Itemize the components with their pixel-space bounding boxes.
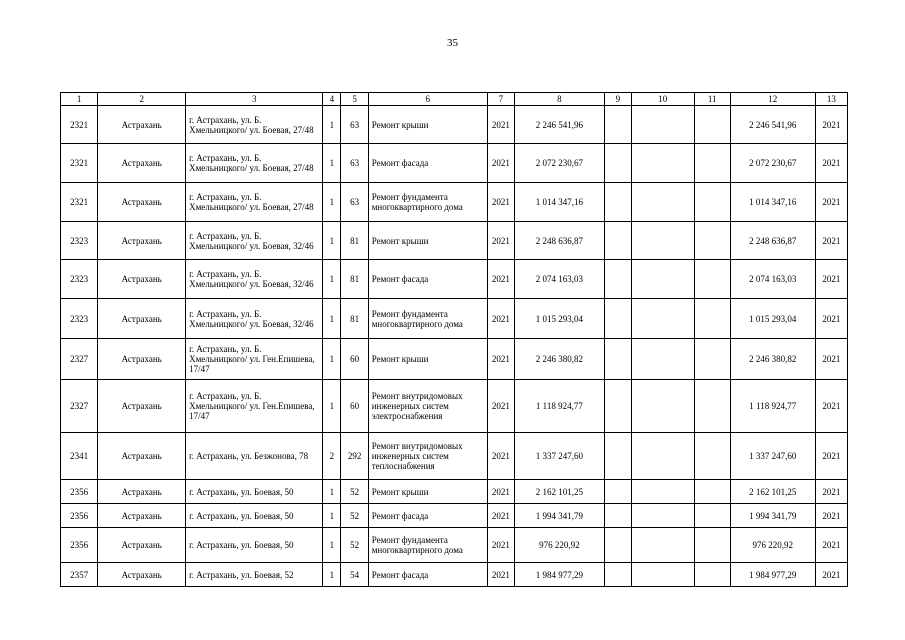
cell-col-3: г. Астрахань, ул. Б. Хмельницкого/ ул. Боевая, 27/48: [186, 144, 323, 183]
cell-col-7: 2021: [487, 380, 514, 433]
cell-col-6: Ремонт крыши: [368, 480, 487, 504]
cell-col-4: 1: [323, 528, 341, 563]
cell-col-2: Астрахань: [98, 504, 186, 528]
cell-col-1: 2327: [61, 380, 98, 433]
cell-col-2: Астрахань: [98, 106, 186, 144]
cell-col-9: [604, 504, 631, 528]
cell-col-12: 2 072 230,67: [730, 144, 815, 183]
cell-col-11: [694, 260, 730, 299]
cell-col-10: [632, 504, 695, 528]
cell-col-8: 1 014 347,16: [514, 183, 604, 222]
cell-col-9: [604, 222, 631, 260]
cell-col-8: 2 246 380,82: [514, 339, 604, 380]
cell-col-4: 1: [323, 563, 341, 587]
cell-col-12: 1 015 293,04: [730, 299, 815, 339]
cell-col-9: [604, 380, 631, 433]
cell-col-2: Астрахань: [98, 222, 186, 260]
cell-col-9: [604, 480, 631, 504]
cell-col-6: Ремонт фасада: [368, 563, 487, 587]
cell-col-12: 1 014 347,16: [730, 183, 815, 222]
cell-col-1: 2357: [61, 563, 98, 587]
column-header-10: 10: [632, 93, 695, 106]
table-row: [61, 380, 848, 433]
table-row: [61, 563, 848, 587]
column-header-9: 9: [604, 93, 631, 106]
cell-col-10: [632, 222, 695, 260]
cell-col-4: 1: [323, 299, 341, 339]
cell-col-9: [604, 106, 631, 144]
cell-col-2: Астрахань: [98, 380, 186, 433]
cell-col-8: 2 162 101,25: [514, 480, 604, 504]
cell-col-6: Ремонт фундамента многоквартирного дома: [368, 528, 487, 563]
cell-col-5: 81: [341, 222, 368, 260]
cell-col-5: 63: [341, 144, 368, 183]
table-row: [61, 106, 848, 144]
cell-col-11: [694, 339, 730, 380]
column-header-6: 6: [368, 93, 487, 106]
cell-col-13: 2021: [815, 563, 847, 587]
cell-col-8: 2 074 163,03: [514, 260, 604, 299]
cell-col-3: г. Астрахань, ул. Боевая, 50: [186, 504, 323, 528]
cell-col-12: 2 248 636,87: [730, 222, 815, 260]
cell-col-7: 2021: [487, 433, 514, 480]
cell-col-5: 54: [341, 563, 368, 587]
cell-col-11: [694, 433, 730, 480]
cell-col-9: [604, 563, 631, 587]
cell-col-10: [632, 144, 695, 183]
cell-col-10: [632, 480, 695, 504]
cell-col-12: 2 246 380,82: [730, 339, 815, 380]
cell-col-5: 60: [341, 380, 368, 433]
cell-col-7: 2021: [487, 480, 514, 504]
cell-col-7: 2021: [487, 339, 514, 380]
cell-col-5: 52: [341, 528, 368, 563]
cell-col-10: [632, 380, 695, 433]
cell-col-11: [694, 106, 730, 144]
table-row: [61, 504, 848, 528]
cell-col-9: [604, 299, 631, 339]
cell-col-8: 1 994 341,79: [514, 504, 604, 528]
table-row: [61, 528, 848, 563]
cell-col-5: 81: [341, 299, 368, 339]
cell-col-11: [694, 528, 730, 563]
cell-col-10: [632, 106, 695, 144]
cell-col-12: 1 994 341,79: [730, 504, 815, 528]
cell-col-8: 2 246 541,96: [514, 106, 604, 144]
cell-col-1: 2323: [61, 299, 98, 339]
cell-col-2: Астрахань: [98, 339, 186, 380]
cell-col-5: 52: [341, 504, 368, 528]
cell-col-8: 2 248 636,87: [514, 222, 604, 260]
column-header-13: 13: [815, 93, 847, 106]
cell-col-5: 63: [341, 183, 368, 222]
cell-col-4: 1: [323, 144, 341, 183]
cell-col-5: 81: [341, 260, 368, 299]
cell-col-9: [604, 339, 631, 380]
cell-col-3: г. Астрахань, ул. Боевая, 52: [186, 563, 323, 587]
cell-col-1: 2341: [61, 433, 98, 480]
cell-col-6: Ремонт фундамента многоквартирного дома: [368, 299, 487, 339]
cell-col-9: [604, 528, 631, 563]
cell-col-13: 2021: [815, 504, 847, 528]
cell-col-3: г. Астрахань, ул. Б. Хмельницкого/ ул. Боевая, 32/46: [186, 222, 323, 260]
cell-col-13: 2021: [815, 144, 847, 183]
cell-col-13: 2021: [815, 183, 847, 222]
cell-col-8: 1 337 247,60: [514, 433, 604, 480]
cell-col-3: г. Астрахань, ул. Безжонова, 78: [186, 433, 323, 480]
table-row: [61, 433, 848, 480]
cell-col-12: 1 118 924,77: [730, 380, 815, 433]
cell-col-4: 1: [323, 106, 341, 144]
cell-col-2: Астрахань: [98, 183, 186, 222]
cell-col-13: 2021: [815, 299, 847, 339]
cell-col-9: [604, 260, 631, 299]
cell-col-12: 2 162 101,25: [730, 480, 815, 504]
column-header-2: 2: [98, 93, 186, 106]
header-row: [61, 93, 848, 106]
cell-col-7: 2021: [487, 528, 514, 563]
column-header-3: 3: [186, 93, 323, 106]
cell-col-7: 2021: [487, 144, 514, 183]
cell-col-3: г. Астрахань, ул. Б. Хмельницкого/ ул. Боевая, 27/48: [186, 183, 323, 222]
cell-col-6: Ремонт крыши: [368, 222, 487, 260]
cell-col-6: Ремонт внутридомовых инженерных систем теплоснабжения: [368, 433, 487, 480]
cell-col-7: 2021: [487, 504, 514, 528]
cell-col-3: г. Астрахань, ул. Б. Хмельницкого/ ул. Боевая, 32/46: [186, 260, 323, 299]
cell-col-12: 2 246 541,96: [730, 106, 815, 144]
cell-col-10: [632, 183, 695, 222]
cell-col-6: Ремонт фасада: [368, 144, 487, 183]
cell-col-6: Ремонт крыши: [368, 339, 487, 380]
cell-col-10: [632, 528, 695, 563]
table-row: [61, 222, 848, 260]
cell-col-4: 1: [323, 339, 341, 380]
cell-col-11: [694, 504, 730, 528]
cell-col-11: [694, 299, 730, 339]
cell-col-11: [694, 183, 730, 222]
cell-col-13: 2021: [815, 106, 847, 144]
cell-col-13: 2021: [815, 433, 847, 480]
cell-col-2: Астрахань: [98, 433, 186, 480]
cell-col-7: 2021: [487, 106, 514, 144]
cell-col-1: 2323: [61, 260, 98, 299]
cell-col-1: 2321: [61, 106, 98, 144]
cell-col-3: г. Астрахань, ул. Б. Хмельницкого/ ул. Боевая, 27/48: [186, 106, 323, 144]
cell-col-7: 2021: [487, 183, 514, 222]
cell-col-13: 2021: [815, 380, 847, 433]
cell-col-8: 1 015 293,04: [514, 299, 604, 339]
cell-col-11: [694, 563, 730, 587]
column-header-5: 5: [341, 93, 368, 106]
cell-col-4: 1: [323, 260, 341, 299]
cell-col-2: Астрахань: [98, 563, 186, 587]
table-row: [61, 183, 848, 222]
cell-col-3: г. Астрахань, ул. Б. Хмельницкого/ ул. Ген.Епишева, 17/47: [186, 339, 323, 380]
cell-col-2: Астрахань: [98, 144, 186, 183]
table-row: [61, 299, 848, 339]
cell-col-8: 1 118 924,77: [514, 380, 604, 433]
cell-col-5: 52: [341, 480, 368, 504]
cell-col-12: 2 074 163,03: [730, 260, 815, 299]
cell-col-13: 2021: [815, 528, 847, 563]
cell-col-11: [694, 380, 730, 433]
cell-col-6: Ремонт фасада: [368, 504, 487, 528]
cell-col-12: 976 220,92: [730, 528, 815, 563]
cell-col-10: [632, 260, 695, 299]
cell-col-9: [604, 183, 631, 222]
cell-col-4: 1: [323, 183, 341, 222]
cell-col-9: [604, 144, 631, 183]
table-row: [61, 144, 848, 183]
cell-col-3: г. Астрахань, ул. Боевая, 50: [186, 528, 323, 563]
column-header-1: 1: [61, 93, 98, 106]
cell-col-3: г. Астрахань, ул. Боевая, 50: [186, 480, 323, 504]
cell-col-8: 976 220,92: [514, 528, 604, 563]
cell-col-1: 2321: [61, 183, 98, 222]
column-header-11: 11: [694, 93, 730, 106]
cell-col-4: 1: [323, 504, 341, 528]
column-header-8: 8: [514, 93, 604, 106]
column-header-12: 12: [730, 93, 815, 106]
cell-col-7: 2021: [487, 222, 514, 260]
cell-col-1: 2356: [61, 480, 98, 504]
column-header-7: 7: [487, 93, 514, 106]
cell-col-10: [632, 339, 695, 380]
cell-col-10: [632, 299, 695, 339]
cell-col-13: 2021: [815, 480, 847, 504]
cell-col-3: г. Астрахань, ул. Б. Хмельницкого/ ул. Ген.Епишева, 17/47: [186, 380, 323, 433]
cell-col-12: 1 337 247,60: [730, 433, 815, 480]
cell-col-7: 2021: [487, 260, 514, 299]
cell-col-12: 1 984 977,29: [730, 563, 815, 587]
cell-col-2: Астрахань: [98, 260, 186, 299]
cell-col-6: Ремонт фасада: [368, 260, 487, 299]
cell-col-2: Астрахань: [98, 528, 186, 563]
cell-col-1: 2356: [61, 528, 98, 563]
cell-col-6: Ремонт фундамента многоквартирного дома: [368, 183, 487, 222]
cell-col-13: 2021: [815, 339, 847, 380]
cell-col-6: Ремонт внутридомовых инженерных систем электроснабжения: [368, 380, 487, 433]
cell-col-8: 1 984 977,29: [514, 563, 604, 587]
cell-col-5: 292: [341, 433, 368, 480]
cell-col-8: 2 072 230,67: [514, 144, 604, 183]
cell-col-10: [632, 563, 695, 587]
cell-col-4: 2: [323, 433, 341, 480]
table-row: [61, 480, 848, 504]
cell-col-4: 1: [323, 222, 341, 260]
cell-col-11: [694, 480, 730, 504]
cell-col-4: 1: [323, 380, 341, 433]
cell-col-2: Астрахань: [98, 480, 186, 504]
table-row: [61, 339, 848, 380]
cell-col-10: [632, 433, 695, 480]
cell-col-4: 1: [323, 480, 341, 504]
cell-col-9: [604, 433, 631, 480]
cell-col-1: 2323: [61, 222, 98, 260]
cell-col-5: 60: [341, 339, 368, 380]
cell-col-7: 2021: [487, 563, 514, 587]
cell-col-6: Ремонт крыши: [368, 106, 487, 144]
cell-col-11: [694, 222, 730, 260]
cell-col-1: 2327: [61, 339, 98, 380]
cell-col-5: 63: [341, 106, 368, 144]
cell-col-7: 2021: [487, 299, 514, 339]
capital-repair-table: [60, 92, 848, 587]
cell-col-13: 2021: [815, 260, 847, 299]
cell-col-13: 2021: [815, 222, 847, 260]
table-row: [61, 260, 848, 299]
column-header-4: 4: [323, 93, 341, 106]
cell-col-3: г. Астрахань, ул. Б. Хмельницкого/ ул. Боевая, 32/46: [186, 299, 323, 339]
cell-col-1: 2321: [61, 144, 98, 183]
cell-col-11: [694, 144, 730, 183]
cell-col-1: 2356: [61, 504, 98, 528]
cell-col-2: Астрахань: [98, 299, 186, 339]
page-number: 35: [447, 37, 458, 49]
